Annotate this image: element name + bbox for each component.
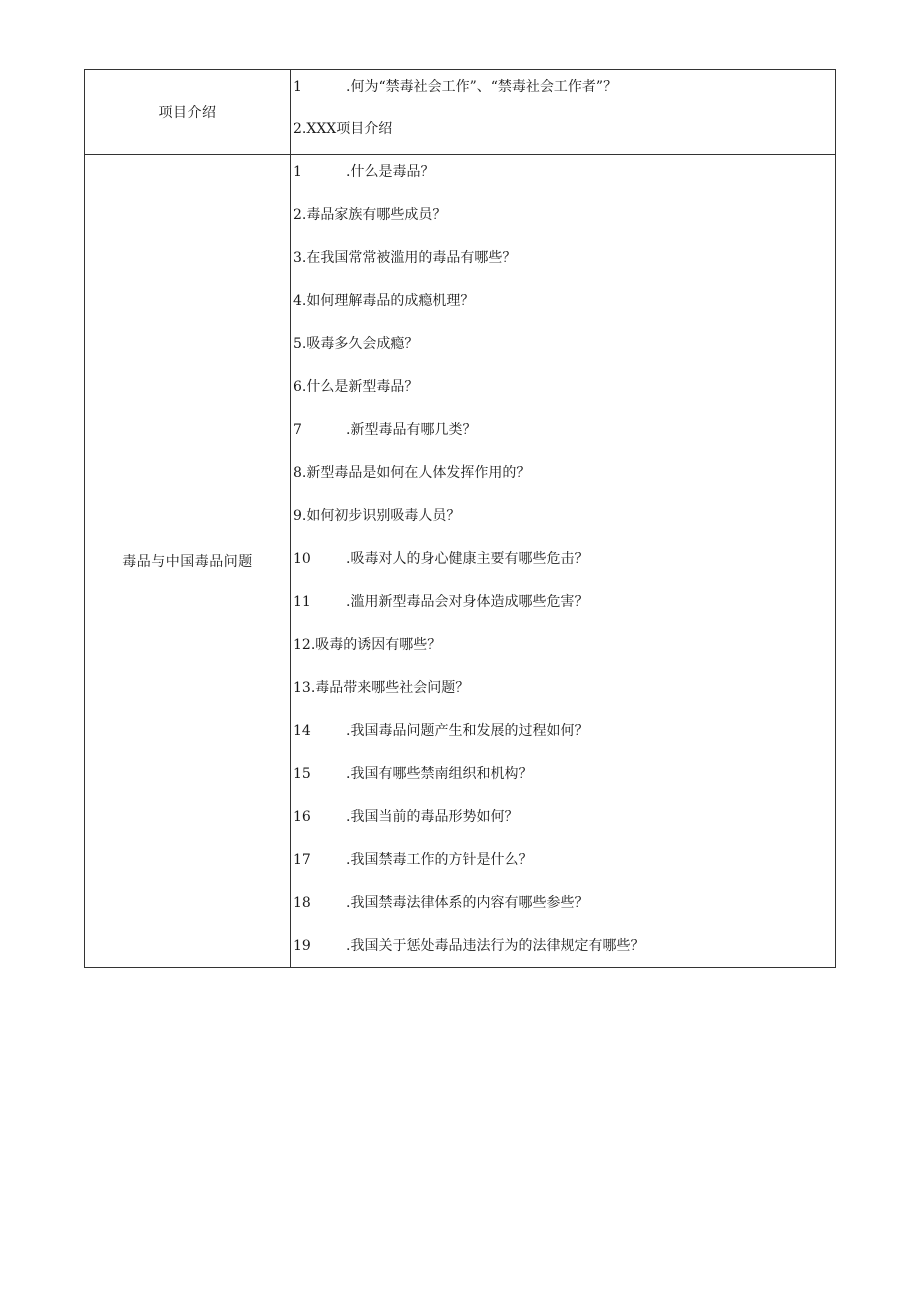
item-text: .我国禁毒法律体系的内容有哪些参些？ xyxy=(346,895,589,911)
item-number: 9. xyxy=(293,508,307,524)
item-number: 18 xyxy=(293,895,311,911)
list-item xyxy=(293,628,835,671)
list-item xyxy=(293,70,835,112)
item-text: .吸毒对人的身心健康主要有哪些危击？ xyxy=(346,551,589,567)
list-item xyxy=(293,585,835,628)
item-number: 7 xyxy=(293,422,302,438)
item-number: 2. xyxy=(293,121,307,137)
item-text: .何为“禁毒社会工作”、“禁毒社会工作者”？ xyxy=(346,79,618,95)
item-number: 11 xyxy=(293,594,311,610)
list-item xyxy=(293,284,835,327)
list-item xyxy=(293,757,835,800)
section-title-cell xyxy=(85,70,291,155)
item-text: 毒品家族有哪些成员？ xyxy=(306,207,447,223)
item-text: XXX项目介绍 xyxy=(306,121,393,137)
item-text: .我国关于惩处毒品违法行为的法律规定有哪些？ xyxy=(346,938,645,954)
item-text: .我国禁毒工作的方针是什么？ xyxy=(346,852,533,868)
section-title: 毒品与中国毒品问题 xyxy=(122,554,253,570)
list-item xyxy=(293,241,835,284)
item-text: .什么是毒品？ xyxy=(346,164,435,180)
list-item xyxy=(293,413,835,456)
question-list xyxy=(291,70,835,154)
item-number: 1 xyxy=(293,79,302,95)
list-item xyxy=(293,327,835,370)
list-item xyxy=(293,800,835,843)
question-list xyxy=(291,155,835,967)
section-title: 项目介绍 xyxy=(158,105,217,121)
item-number: 6. xyxy=(293,379,307,395)
item-number: 8. xyxy=(293,465,307,481)
item-text: .我国当前的毒品形势如何？ xyxy=(346,809,519,825)
list-item xyxy=(293,843,835,886)
item-number: 16 xyxy=(293,809,311,825)
item-number: 14 xyxy=(293,723,311,739)
item-number: 5. xyxy=(293,336,307,352)
list-item xyxy=(293,155,835,198)
item-number: 3. xyxy=(293,250,307,266)
item-number: 13. xyxy=(293,680,316,696)
item-number: 17 xyxy=(293,852,311,868)
item-number: 2. xyxy=(293,207,307,223)
item-text: .我国有哪些禁南组织和机构？ xyxy=(346,766,533,782)
item-text: 吸毒多久会成瘾？ xyxy=(306,336,419,352)
table-row-project-intro xyxy=(85,70,836,155)
item-text: 新型毒品是如何在人体发挥作用的？ xyxy=(306,465,531,481)
list-item xyxy=(293,714,835,757)
list-item xyxy=(293,886,835,929)
section-items-cell xyxy=(291,155,836,968)
item-text: .新型毒品有哪几类？ xyxy=(346,422,477,438)
list-item xyxy=(293,456,835,499)
section-title-cell xyxy=(85,155,291,968)
item-text: 在我国常常被滥用的毒品有哪些？ xyxy=(306,250,517,266)
item-text: 吸毒的诱因有哪些？ xyxy=(315,637,442,653)
list-item xyxy=(293,929,835,967)
item-text: 毒品带来哪些社会问题？ xyxy=(315,680,470,696)
item-text: 如何理解毒品的成瘾机理？ xyxy=(306,293,475,309)
item-text: .我国毒品问题产生和发展的过程如何？ xyxy=(346,723,589,739)
section-items-cell xyxy=(291,70,836,155)
item-number: 1 xyxy=(293,164,302,180)
item-text: 什么是新型毒品？ xyxy=(306,379,419,395)
list-item xyxy=(293,112,835,154)
item-text: 如何初步识别吸毒人员？ xyxy=(306,508,461,524)
item-number: 19 xyxy=(293,938,311,954)
list-item xyxy=(293,198,835,241)
item-number: 10 xyxy=(293,551,311,567)
list-item xyxy=(293,499,835,542)
list-item xyxy=(293,671,835,714)
item-number: 15 xyxy=(293,766,311,782)
list-item xyxy=(293,542,835,585)
item-number: 12. xyxy=(293,637,316,653)
list-item xyxy=(293,370,835,413)
item-text: .滥用新型毒品会对身体造成哪些危害？ xyxy=(346,594,589,610)
item-number: 4. xyxy=(293,293,307,309)
document-table xyxy=(84,69,836,968)
table-row-drug-issues xyxy=(85,155,836,968)
